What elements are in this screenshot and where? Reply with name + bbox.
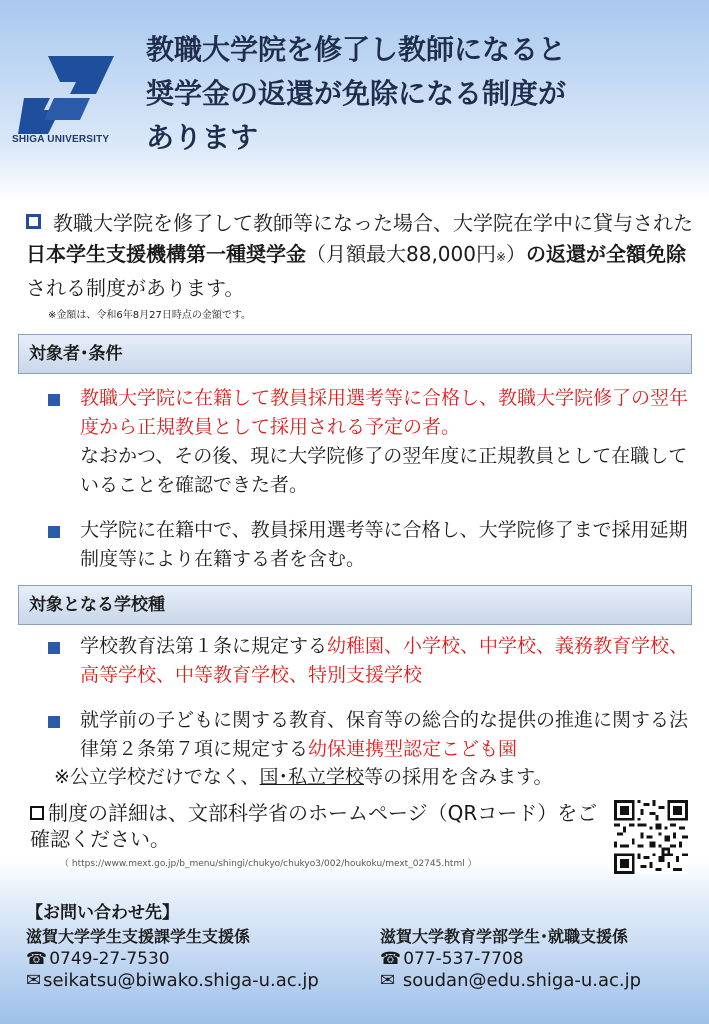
exemption-text: の返還が全額免除 <box>526 242 687 266</box>
title-line: 教職大学院を修了し教師になると <box>146 33 567 66</box>
mext-url-link[interactable]: （ https://www.mext.go.jp/b_menu/shingi/chukyo/chukyo3/002/houkoku/mext_02745.html ） <box>60 859 477 869</box>
intro-text: ） <box>506 242 527 266</box>
logo-mark-icon <box>18 54 114 134</box>
contact-education-faculty <box>380 926 641 992</box>
intro-text: （月額最大88,000円 <box>306 242 496 266</box>
scholarship-name: 日本学生支援機構第一種奨学金 <box>26 242 306 266</box>
phone-number: 077-537-7708 <box>403 949 524 969</box>
email-address[interactable]: soudan@edu.shiga-u.ac.jp <box>402 970 642 991</box>
qr-code-icon[interactable] <box>614 800 688 874</box>
mail-icon: ✉ <box>26 970 42 991</box>
contact-student-support <box>26 926 319 992</box>
square-bullet-icon <box>48 716 60 728</box>
square-bullet-icon <box>48 642 60 654</box>
contact-heading: 【お問い合わせ先】 <box>26 903 179 923</box>
list-item <box>48 632 696 690</box>
page-title <box>146 28 696 160</box>
section-heading-eligibility: 対象者･条件 <box>18 334 692 374</box>
details-message: 制度の詳細は、文部科学省のホームページ（QRコード）をご確認ください。 <box>30 801 598 851</box>
contact-org: 滋賀大学学生支援課学生支援係 <box>26 927 251 946</box>
contact-phone <box>380 948 641 970</box>
header-banner <box>0 0 709 190</box>
school-type-list <box>48 632 696 780</box>
condition-text: 教職大学院に在籍して教員採用選考等に合格し、教職大学院修了の翌年度から正規教員として採用される予定の者。 <box>80 387 689 438</box>
details-text <box>30 800 600 852</box>
condition-text: 大学院に在籍中で、教員採用選考等に合格し、大学院修了まで採用延期制度等により在籍する者を含む。 <box>80 519 688 570</box>
school-type-text: 学校教育法第１条に規定する <box>80 635 328 657</box>
public-private-note <box>54 763 553 791</box>
phone-icon: ☎ <box>380 949 402 969</box>
footnote: ※金額は、令和6年8月27日時点の金額です。 <box>48 310 252 321</box>
contact-email[interactable] <box>380 970 641 992</box>
email-address[interactable]: seikatsu@biwako.shiga-u.ac.jp <box>43 970 319 991</box>
note-text: ※公立学校だけでなく、 <box>54 766 260 788</box>
mail-icon: ✉ <box>380 970 396 991</box>
intro-text: される制度があります。 <box>26 276 245 300</box>
list-item <box>48 706 696 764</box>
contact-phone <box>26 948 319 970</box>
title-line: 奨学金の返還が免除になる制度が <box>146 77 567 110</box>
eligibility-list <box>48 384 696 590</box>
contact-org: 滋賀大学教育学部学生･就職支援係 <box>380 927 629 946</box>
square-bullet-icon <box>48 526 60 538</box>
note-text: 等の採用を含みます。 <box>364 766 553 788</box>
footnote-mark: ※ <box>495 250 507 264</box>
condition-text: なおかつ、その後、現に大学院修了の翌年度に正規教員として在職していることを確認できた者。 <box>80 445 688 496</box>
section-heading-school-types: 対象となる学校種 <box>18 585 692 625</box>
contact-email[interactable] <box>26 970 319 992</box>
list-item <box>48 516 696 574</box>
title-line: あります <box>146 121 259 154</box>
school-type-text: 就学前の子どもに関する教育、保育等の総合的な提供の推進に関する法律第２条第７項に規定する <box>80 709 689 760</box>
note-text: 国･私立学校 <box>259 766 365 788</box>
school-type-text: 幼稚園、小学校、中学校、義務教育学校、高等学校、中等教育学校、特別支援学校 <box>80 635 689 686</box>
list-item <box>48 384 696 500</box>
shiga-university-logo <box>12 48 120 158</box>
school-type-text: 幼保連携型認定こども園 <box>308 738 518 760</box>
open-square-bullet-icon <box>26 214 41 229</box>
phone-icon: ☎ <box>26 949 48 969</box>
intro-text: 教職大学院を修了して教師等になった場合、大学院在学中に貸与された <box>53 211 693 235</box>
logo-text: SHIGA UNIVERSITY <box>12 134 110 145</box>
intro-paragraph <box>26 208 696 321</box>
phone-number: 0749-27-7530 <box>49 949 170 969</box>
open-square-bullet-icon <box>30 806 44 820</box>
square-bullet-icon <box>48 394 60 406</box>
